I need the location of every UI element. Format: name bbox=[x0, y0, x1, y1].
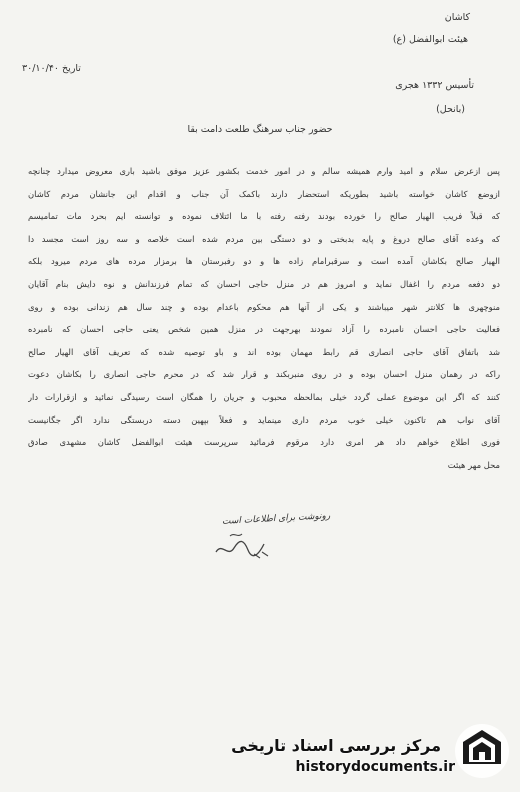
body-line: فعالیت حاجی احسان نامبرده را آزاد نمودند بهرجهت در منزل همین شخص یعنی حاجی احسان که نامبرده bbox=[28, 324, 500, 335]
body-line: دو دفعه مردم را اغفال نماید و امروز هم در منزل حاجی احسان که تمام فرزندانش و نوه دایش بنام آقایان bbox=[28, 278, 500, 289]
archive-logo-icon bbox=[449, 720, 515, 782]
handwritten-cc-note: رونوشت برای اطلاعات است bbox=[221, 511, 331, 527]
body-line: الهیار صالح بکاشان آمده است و سرقبرامام زاده ها و دو رفبرستان ها برمزار مرده های مردم میرود بلکه bbox=[28, 256, 500, 267]
body-line: منوچهری ها کلانتر شهر میباشند و یکی از آنها هم محکوم باعدام بوده و چند سال هم زندانی بوده و روی bbox=[28, 301, 500, 312]
letter-body bbox=[28, 160, 500, 476]
archive-name: مرکز بررسی اسناد تاریخی bbox=[231, 736, 441, 755]
body-line: ازوضع کاشان خواسته باشید بطوریکه استحضار دارند باکمک آن جناب و اقدام این جانشان مردم کاشان bbox=[28, 188, 500, 199]
salutation: حضور جناب سرهنگ طلعت دامت بقا bbox=[187, 124, 333, 135]
archive-url[interactable]: historydocuments.ir bbox=[295, 759, 455, 775]
watermark-footer bbox=[225, 720, 515, 786]
body-line: آقای نواب هم تاکنون خیلی خوب مردم داری مینماید و فعلاً بپهین دسته دربستگی ندارد اگر جگانیست bbox=[28, 414, 500, 425]
header-date: تاریخ ۳۰/۱۰/۴۰ bbox=[22, 63, 81, 74]
header-reference: (بانحل) bbox=[436, 104, 465, 115]
body-line: فوری اطلاع خواهم داد هر امری دارد مرقوم فرمائید سرپرست هیئت ابوالفضل کاشان مشهدی صادق bbox=[28, 437, 500, 448]
header-unit: هیئت ابوالفضل (ع) bbox=[392, 34, 468, 45]
body-line: که قبلاً فریب الهیار صالح را خورده بودند رفته رفته با ما ائتلاف نموده و توانسته ایم بحرد مات تمامیسم bbox=[28, 211, 500, 222]
body-line: پس ازعرض سلام و امید وارم همیشه سالم و در امور خدمت بکشور عزیز موفق باشید باری معروض میدارد چنانچه bbox=[28, 166, 500, 176]
body-line: شد باتفاق آقای حاجی انصاری قم رابط مهمان بوده اند و باو توصیه شده که تعریف آقای الهیار صالح bbox=[28, 346, 500, 357]
header-organization: کاشان bbox=[444, 12, 470, 23]
header-established: تأسیس ۱۳۳۲ هجری bbox=[395, 80, 474, 91]
body-line: محل مهر هیئت bbox=[447, 459, 500, 470]
body-line: کنند که اگر این موضوع عملی گردد خیلی بمالحظه محبوب و جریان را همگان است رسیدگی نمائید و ازقرارات دار bbox=[28, 391, 500, 402]
body-line: که وعده آقای صالح دروغ و پایه بدبختی و دو دستگی بین مردم شده است خلاصه و سه روز است مجسد دا bbox=[28, 233, 500, 244]
handwritten-signature-icon bbox=[210, 528, 280, 562]
body-line: راکه در رهمان منزل احسان بوده و در روی منبربکند و قرار شد که در محرم حاجی انصاری را بکاشان دعوت bbox=[28, 369, 500, 380]
